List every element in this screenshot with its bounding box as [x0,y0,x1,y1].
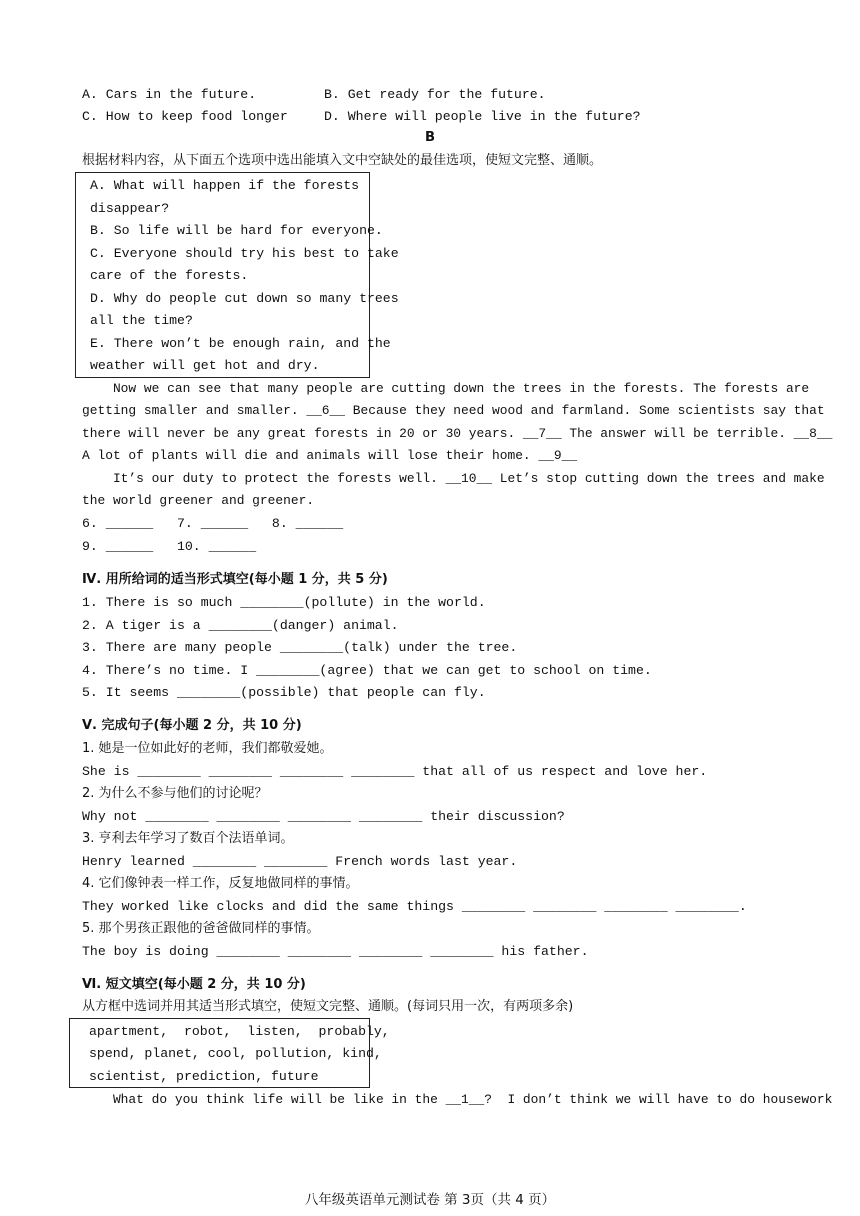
options-box [75,172,399,378]
chinese-prompt: 1. 她是一位如此好的老师，我们都敬爱她。 [82,741,333,756]
passage-line: the world greener and greener. [82,493,315,508]
chinese-prompt: 3. 亨利去年学习了数百个法语单词。 [82,831,294,846]
chinese-prompt: 5. 那个男孩正跟他的爸爸做同样的事情。 [82,921,320,936]
section-vi-title: Ⅵ. 短文填空(每小题 2 分，共 10 分) [82,977,306,992]
answer-row: 6. ______ 7. ______ 8. ______ [82,516,344,531]
section-iv-title: Ⅳ. 用所给词的适当形式填空(每小题 1 分，共 5 分) [82,572,388,587]
box-line: disappear? [90,201,170,216]
box-line: D. Why do people cut down so many trees [90,291,399,306]
option-b: B. Get ready for the future. [324,87,546,102]
box-line: all the time? [90,313,193,328]
page-footer: 八年级英语单元测试卷 第 3页（共 4 页） [304,1192,556,1208]
passage-line: Now we can see that many people are cutting down the trees in the forests. The forests are [82,381,810,396]
answer-row: 9. ______ 10. ______ [82,539,257,554]
sentence-line: She is ________ ________ ________ ________ that all of us respect and love her. [82,764,708,779]
passage-line: A lot of plants will die and animals will lose their home. __9__ [82,448,578,463]
word-box-line: spend, planet, cool, pollution, kind, [89,1046,382,1061]
passage-line: What do you think life will be like in the __1__? I don’t think we will have to do housework [82,1092,833,1107]
section-v-title: Ⅴ. 完成句子(每小题 2 分，共 10 分) [82,718,302,733]
question-item: 2. A tiger is a ________(danger) animal. [82,618,399,633]
sentence-line: Henry learned ________ ________ French words last year. [82,854,518,869]
sentence-line: Why not ________ ________ ________ ________ their discussion? [82,809,565,824]
box-line: A. What will happen if the forests [90,178,360,193]
chinese-prompt: 2. 为什么不参与他们的讨论呢？ [82,786,268,801]
word-box-line: apartment, robot, listen, probably, [89,1024,390,1039]
section-vi-instruction: 从方框中选词并用其适当形式填空，使短文完整、通顺。(每词只用一次，有两项多余) [82,999,574,1014]
box-line: C. Everyone should try his best to take [90,246,399,261]
box-line: weather will get hot and dry. [90,358,320,373]
sentence-line: The boy is doing ________ ________ ________ ________ his father. [82,944,589,959]
sentence-line: They worked like clocks and did the same things ________ ________ ________ ________. [82,899,747,914]
box-line: E. There won’t be enough rain, and the [90,336,391,351]
option-d: D. Where will people live in the future? [324,109,641,124]
question-item: 4. There’s no time. I ________(agree) that we can get to school on time. [82,663,652,678]
passage-line: getting smaller and smaller. __6__ Because they need wood and farmland. Some scientists say that [82,403,825,418]
option-c: C. How to keep food longer [82,109,288,124]
chinese-prompt: 4. 它们像钟表一样工作，反复地做同样的事情。 [82,876,359,891]
section-b-label: B [424,130,436,145]
passage-line: It’s our duty to protect the forests well. __10__ Let’s stop cutting down the trees and make [82,471,825,486]
question-item: 1. There is so much ________(pollute) in the world. [82,595,486,610]
box-line: care of the forests. [90,268,249,283]
passage-line: there will never be any great forests in 20 or 30 years. __7__ The answer will be terrible. __8__ [82,426,833,441]
question-item: 3. There are many people ________(talk) under the tree. [82,640,518,655]
word-box [69,1018,390,1088]
option-a: A. Cars in the future. [82,87,257,102]
section-b-instruction: 根据材料内容，从下面五个选项中选出能填入文中空缺处的最佳选项，使短文完整、通顺。 [82,153,603,168]
box-line: B. So life will be hard for everyone. [90,223,383,238]
question-item: 5. It seems ________(possible) that people can fly. [82,685,486,700]
word-box-line: scientist, prediction, future [89,1069,319,1084]
